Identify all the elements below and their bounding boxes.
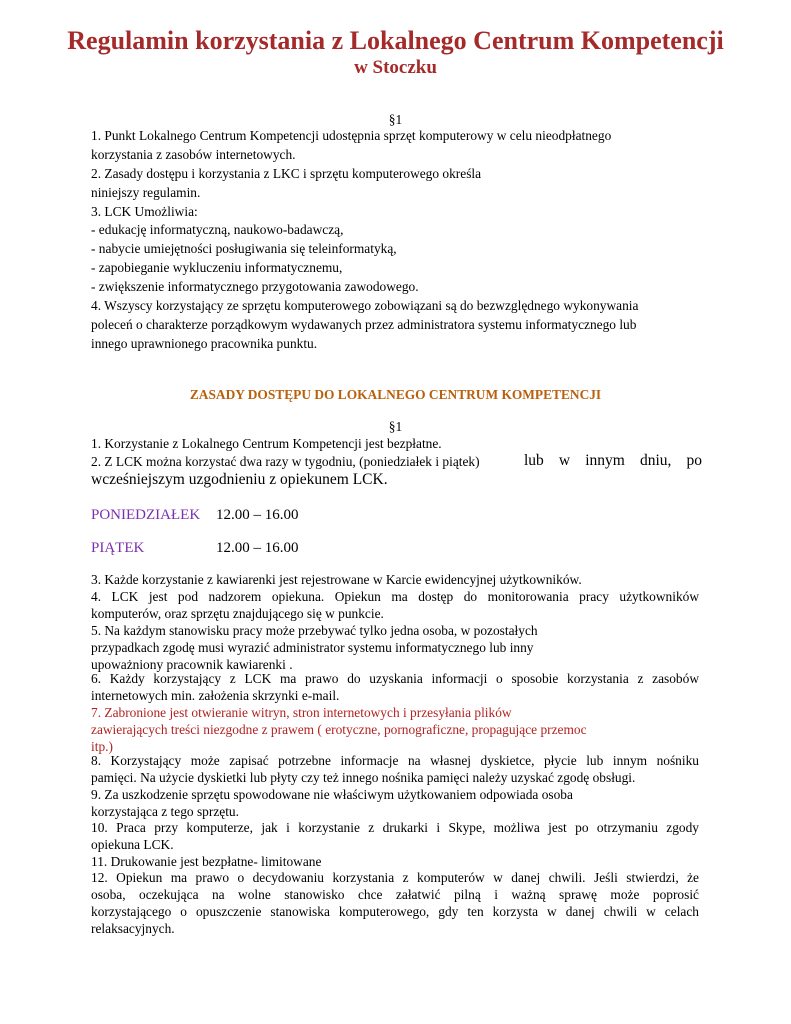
text-line: 12. Opiekun ma prawo o decydowaniu korzystania z komputerów w danej chwili. Jeśli stwierdzi, że xyxy=(91,870,699,885)
text-line: przypadkach zgodę musi wyrazić administrator systemu informatycznego lub inny xyxy=(91,640,534,655)
text-line: poleceń o charakterze porządkowym wydawanych przez administratora systemu informatycznego lub xyxy=(91,317,637,332)
text-line: 4. Wszyscy korzystający ze sprzętu komputerowego zobowiązani są do bezwzględnego wykonywania xyxy=(91,298,639,313)
text-line: 10. Praca przy komputerze, jak i korzystanie z drukarki i Skype, możliwa jest po otrzymaniu zgody xyxy=(91,820,699,835)
text-line: 1. Punkt Lokalnego Centrum Kompetencji udostępnia sprzęt komputerowy w celu nieodpłatnego xyxy=(91,128,612,143)
text-line: korzystającego o opuszczenie stanowiska komputerowego, gdy ten korzysta w danej chwili w celach xyxy=(91,904,699,919)
warning-line: 7. Zabronione jest otwieranie witryn, stron internetowych i przesyłania plików xyxy=(91,705,512,720)
text-line: 3. LCK Umożliwia: xyxy=(91,204,198,219)
text-line: 11. Drukowanie jest bezpłatne- limitowane xyxy=(91,854,322,869)
text-line: 8. Korzystający może zapisać potrzebne informacje na własnej dyskietce, płycie lub innym nośniku xyxy=(91,753,699,768)
text-line: osoba, oczekująca na wolne stanowisko chce załatwić pilną i ważną sprawę może poprosić xyxy=(91,887,699,902)
text-line: korzystania z zasobów internetowych. xyxy=(91,147,296,162)
schedule-day-monday: PONIEDZIAŁEK xyxy=(91,507,201,523)
paragraph-mark: §1 xyxy=(388,419,403,434)
text-line: relaksacyjnych. xyxy=(91,921,175,936)
text-line: innego uprawnionego pracownika punktu. xyxy=(91,336,318,351)
document-title: Regulamin korzystania z Lokalnego Centrum Kompetencji xyxy=(67,26,724,55)
warning-line: itp.) xyxy=(91,739,113,754)
text-line: korzystająca z tego sprzętu. xyxy=(91,804,239,819)
text-span: 2. Z LCK można korzystać dwa razy w tygodniu, (poniedziałek i piątek) xyxy=(91,454,480,469)
warning-line: zawierających treści niezgodne z prawem ( erotyczne, pornograficzne, propagujące przemoc xyxy=(91,722,587,737)
text-line: internetowych min. założenia skrzynki e-mail. xyxy=(91,688,340,703)
text-line: - nabycie umiejętności posługiwania się teleinformatyką, xyxy=(91,241,397,256)
text-line: 3. Każde korzystanie z kawiarenki jest rejestrowane w Karcie ewidencyjnej użytkowników. xyxy=(91,572,582,587)
paragraph-mark: §1 xyxy=(388,112,403,127)
text-line: wcześniejszym uzgodnieniu z opiekunem LCK. xyxy=(91,471,388,488)
text-line xyxy=(91,452,702,470)
text-line: 1. Korzystanie z Lokalnego Centrum Kompetencji jest bezpłatne. xyxy=(91,436,442,451)
text-line: niniejszy regulamin. xyxy=(91,185,201,200)
text-line: - zwiększenie informatycznego przygotowania zawodowego. xyxy=(91,279,419,294)
text-line: 6. Każdy korzystający z LCK ma prawo do uzyskania informacji o sposobie korzystania z zasobów xyxy=(91,671,699,686)
text-span: lub w innym dniu, po xyxy=(524,452,702,469)
schedule-hours-monday: 12.00 – 16.00 xyxy=(216,507,299,523)
schedule-day-friday: PIĄTEK xyxy=(91,540,145,556)
text-line: upoważniony pracownik kawiarenki . xyxy=(91,657,293,672)
text-line: - zapobieganie wykluczeniu informatycznemu, xyxy=(91,260,343,275)
schedule-hours-friday: 12.00 – 16.00 xyxy=(216,540,299,556)
text-line: 4. LCK jest pod nadzorem opiekuna. Opiekun ma dostęp do monitorowania pracy użytkowników xyxy=(91,589,699,604)
document-subtitle: w Stoczku xyxy=(354,57,437,78)
text-line: pamięci. Na użycie dyskietki lub płyty czy też innego nośnika pamięci należy uzyskać zgodę obsługi. xyxy=(91,770,636,785)
text-line: 2. Zasady dostępu i korzystania z LKC i sprzętu komputerowego określa xyxy=(91,166,482,181)
text-line: komputerów, oraz sprzętu znajdującego się w punkcie. xyxy=(91,606,384,621)
text-line: 9. Za uszkodzenie sprzętu spowodowane nie właściwym użytkowaniem odpowiada osoba xyxy=(91,787,573,802)
section-heading: ZASADY DOSTĘPU DO LOKALNEGO CENTRUM KOMPETENCJI xyxy=(189,387,602,402)
text-line: opiekuna LCK. xyxy=(91,837,174,852)
text-line: - edukację informatyczną, naukowo-badawczą, xyxy=(91,222,344,237)
text-line: 5. Na każdym stanowisku pracy może przebywać tylko jedna osoba, w pozostałych xyxy=(91,623,538,638)
